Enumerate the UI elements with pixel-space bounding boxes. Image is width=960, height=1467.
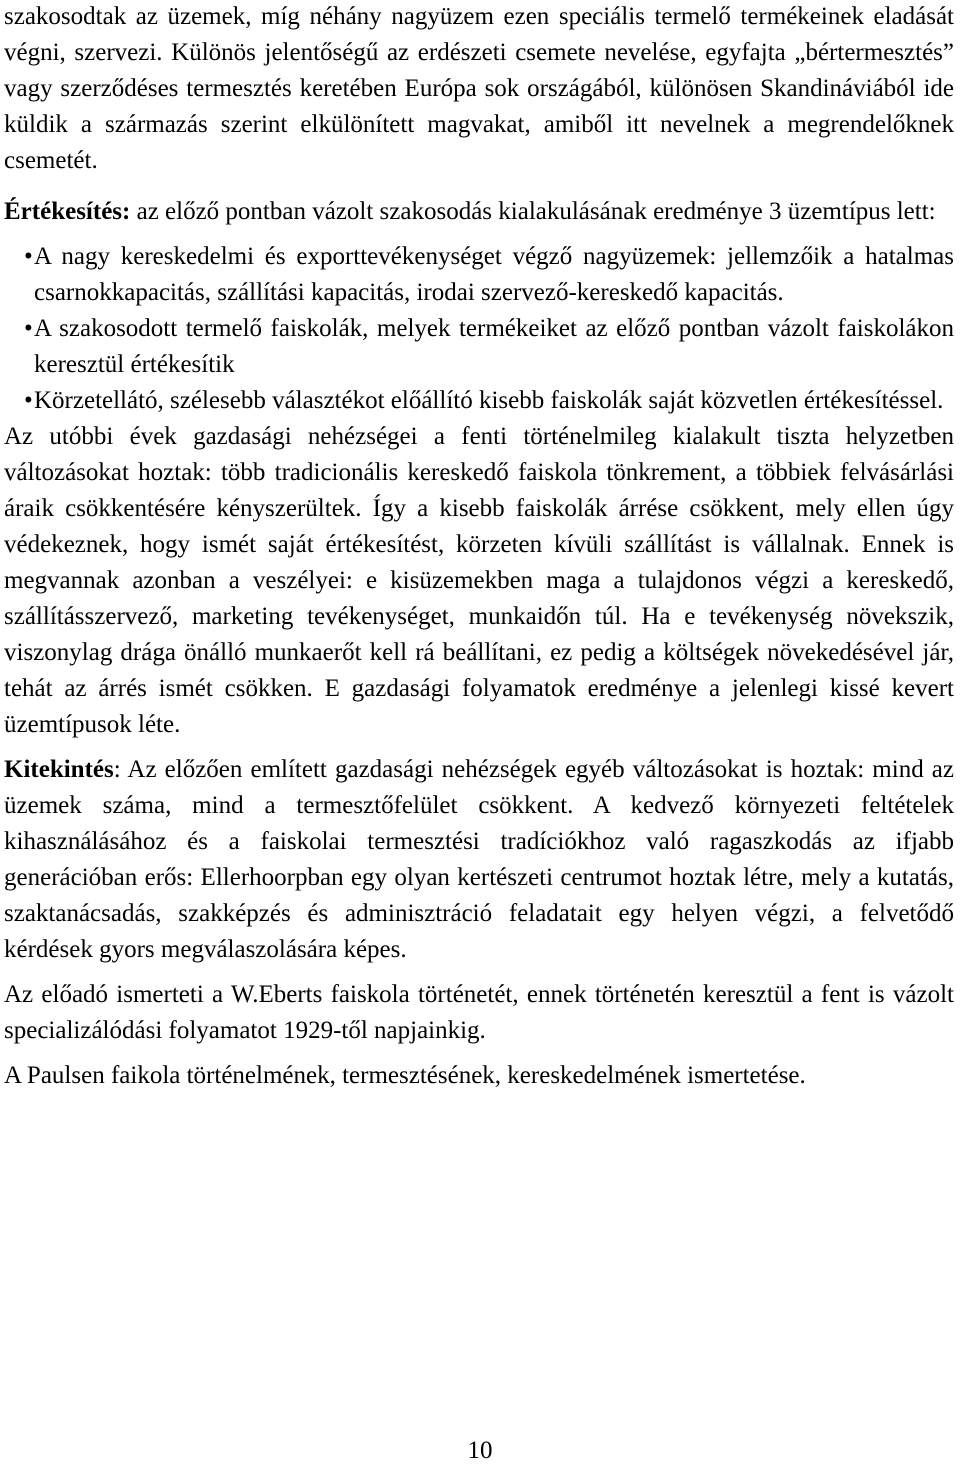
paulsen-paragraph: A Paulsen faikola történelmének, termesztésének, kereskedelmének ismertetése. <box>4 1062 806 1089</box>
kitekintes-paragraph <box>4 752 954 968</box>
list-item <box>24 311 954 383</box>
bullet-icon: • <box>24 243 33 270</box>
kitekintes-text: : Az előzően említett gazdasági nehézségek egyéb változásokat is hoztak: mind az üzemek száma, mind a termesztőfelület csökkent. A kedvező környezeti feltételek kihasználásához és a faiskolai termesztési tradíciókhoz való ragaszkodás az ifjabb generációban erős: Ellerhoorpban egy olyan kertészeti centrumot hoztak létre, mely a kutatás, szaktanácsadás, szakképzés és adminisztráció feladatait egy helyen végzi, a felvetődő kérdések gyors megválaszolására képes. <box>4 756 954 963</box>
page-number: 10 <box>467 1437 493 1464</box>
document-page <box>4 0 954 1094</box>
ertekesites-label: Értékesítés: <box>4 198 131 225</box>
kitekintes-label: Kitekintés <box>4 756 114 783</box>
ertekesites-text: az előző pontban vázolt szakosodás kialakulásának eredménye 3 üzemtípus lett: <box>130 198 936 225</box>
list-item <box>24 383 954 419</box>
eloado-paragraph: Az előadó ismerteti a W.Eberts faiskola történetét, ennek történetén keresztül a fent is vázolt specializálódási folyamatot 1929-től napjainkig. <box>4 981 954 1044</box>
economic-difficulties-paragraph: Az utóbbi évek gazdasági nehézségei a fenti történelmileg kialakult tiszta helyzetben változásokat hoztak: több tradicionális kereskedő faiskola tönkrement, a többiek felvásárlási áraik csökkentésére kényszerültek. Így a kisebb faiskolák árrése csökkent, mely ellen úgy védekeznek, hogy ismét saját értékesítést, körzeten kívüli szállítást is vállalnak. Ennek is megvannak azonban a veszélyei: e kisüzemekben maga a tulajdonos végzi a kereskedő, szállításszervező, marketing tevékenységet, munkaidőn túl. Ha e tevékenység növekszik, viszonylag drága önálló munkaerőt kell rá beállítani, ez pedig a költségek növekedésével jár, tehát az árrés ismét csökken. E gazdasági folyamatok eredménye a jelenlegi kissé kevert üzemtípusok léte. <box>4 423 954 738</box>
ertekesites-paragraph <box>4 194 954 230</box>
list-item-text: A szakosodott termelő faiskolák, melyek termékeiket az előző pontban vázolt faiskolákon keresztül értékesítik <box>34 315 954 378</box>
list-item-text: Körzetellátó, szélesebb választékot előállító kisebb faiskolák saját közvetlen értékesítéssel. <box>34 387 944 414</box>
bullet-icon: • <box>24 315 33 342</box>
list-item-text: A nagy kereskedelmi és exporttevékenységet végző nagyüzemek: jellemzőik a hatalmas csarnokkapacitás, szállítási kapacitás, irodai szervező-kereskedő kapacitás. <box>34 243 954 306</box>
bullet-icon: • <box>24 387 33 414</box>
list-item <box>24 239 954 311</box>
enterprise-type-list <box>24 239 954 419</box>
intro-paragraph: szakosodtak az üzemek, míg néhány nagyüzem ezen speciális termelő termékeinek eladását végni, szervezi. Különös jelentőségű az erdészeti csemete nevelése, egyfajta „bértermesztés” vagy szerződéses termesztés keretében Európa sok országából, különösen Skandináviából ide küldik a származás szerint elkülönített magvakat, amiből itt nevelnek a megrendelőknek csemetét. <box>4 3 954 174</box>
